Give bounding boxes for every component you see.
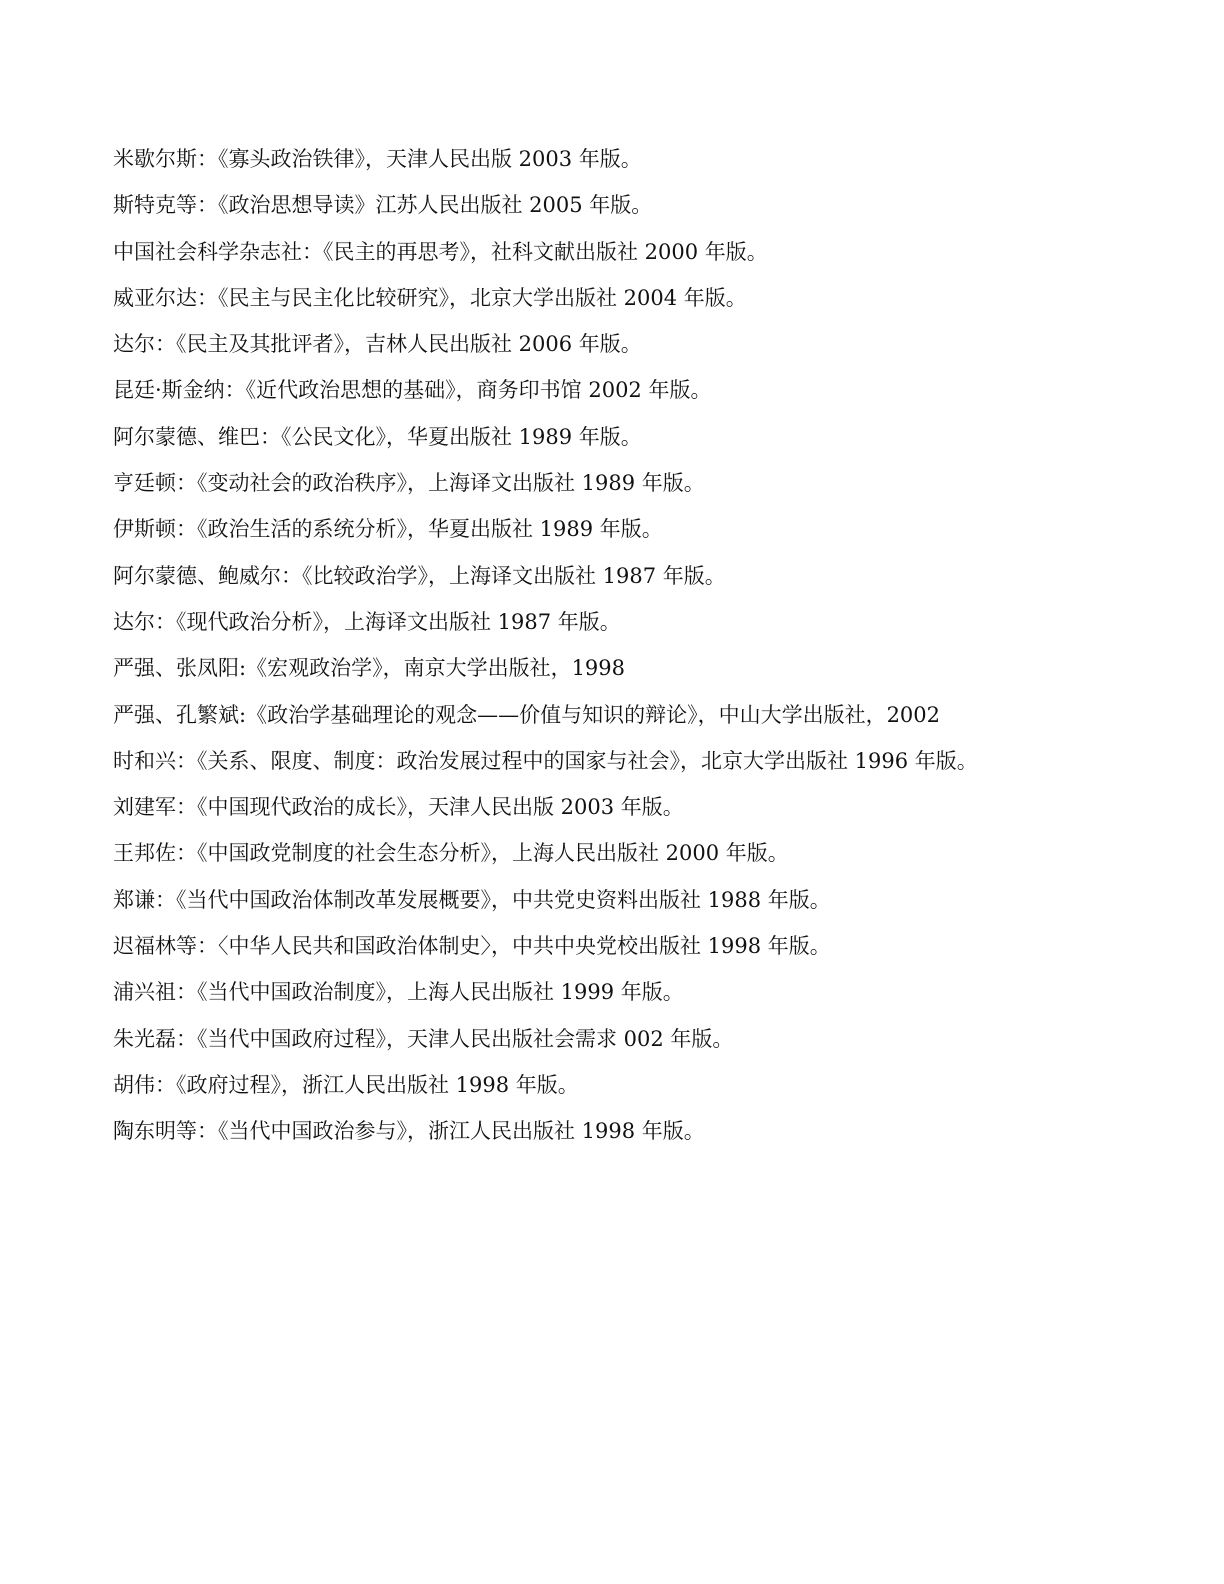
reference-entry: 达尔：《现代政治分析》，上海译文出版社 1987 年版。 xyxy=(113,609,621,634)
reference-entry: 刘建军：《中国现代政治的成长》，天津人民出版 2003 年版。 xyxy=(113,795,684,820)
reference-entry: 迟福林等：〈中华人民共和国政治体制史〉，中共中央党校出版社 1998 年版。 xyxy=(113,934,831,959)
reference-entry: 伊斯顿：《政治生活的系统分析》，华夏出版社 1989 年版。 xyxy=(113,517,663,542)
reference-entry: 昆廷·斯金纳：《近代政治思想的基础》，商务印书馆 2002 年版。 xyxy=(113,378,712,403)
reference-entry: 威亚尔达：《民主与民主化比较研究》，北京大学出版社 2004 年版。 xyxy=(113,285,747,310)
reference-entry: 阿尔蒙德、维巴：《公民文化》，华夏出版社 1989 年版。 xyxy=(113,424,642,449)
reference-entry: 达尔：《民主及其批评者》，吉林人民出版社 2006 年版。 xyxy=(113,332,642,357)
reference-entry: 阿尔蒙德、鲍威尔：《比较政治学》，上海译文出版社 1987 年版。 xyxy=(113,563,726,588)
reference-entry: 米歇尔斯：《寡头政治铁律》，天津人民出版 2003 年版。 xyxy=(113,147,642,171)
reference-entry: 斯特克等：《政治思想导读》江苏人民出版社 2005 年版。 xyxy=(113,193,653,218)
reference-entry: 王邦佐：《中国政党制度的社会生态分析》，上海人民出版社 2000 年版。 xyxy=(113,841,789,866)
reference-entry: 陶东明等：《当代中国政治参与》，浙江人民出版社 1998 年版。 xyxy=(113,1119,705,1144)
reference-entry: 郑谦：《当代中国政治体制改革发展概要》，中共党史资料出版社 1988 年版。 xyxy=(113,887,831,912)
reference-entry: 严强、张凤阳:《宏观政治学》，南京大学出版社，1998 xyxy=(113,656,626,681)
reference-entry: 时和兴：《关系、限度、制度：政治发展过程中的国家与社会》，北京大学出版社 1996 年版。 xyxy=(113,748,978,773)
reference-entry: 浦兴祖：《当代中国政治制度》，上海人民出版社 1999 年版。 xyxy=(113,980,684,1005)
reference-entry: 中国社会科学杂志社：《民主的再思考》，社科文献出版社 2000 年版。 xyxy=(113,239,768,264)
reference-entry: 严强、孔繁斌:《政治学基础理论的观念——价值与知识的辩论》，中山大学出版社，2002 xyxy=(113,702,941,727)
reference-entry: 朱光磊：《当代中国政府过程》，天津人民出版社会需求 002 年版。 xyxy=(113,1026,734,1051)
reference-entry: 亨廷顿：《变动社会的政治秩序》，上海译文出版社 1989 年版。 xyxy=(113,471,705,496)
reference-list xyxy=(113,136,1113,1155)
reference-entry: 胡伟：《政府过程》，浙江人民出版社 1998 年版。 xyxy=(113,1072,579,1097)
